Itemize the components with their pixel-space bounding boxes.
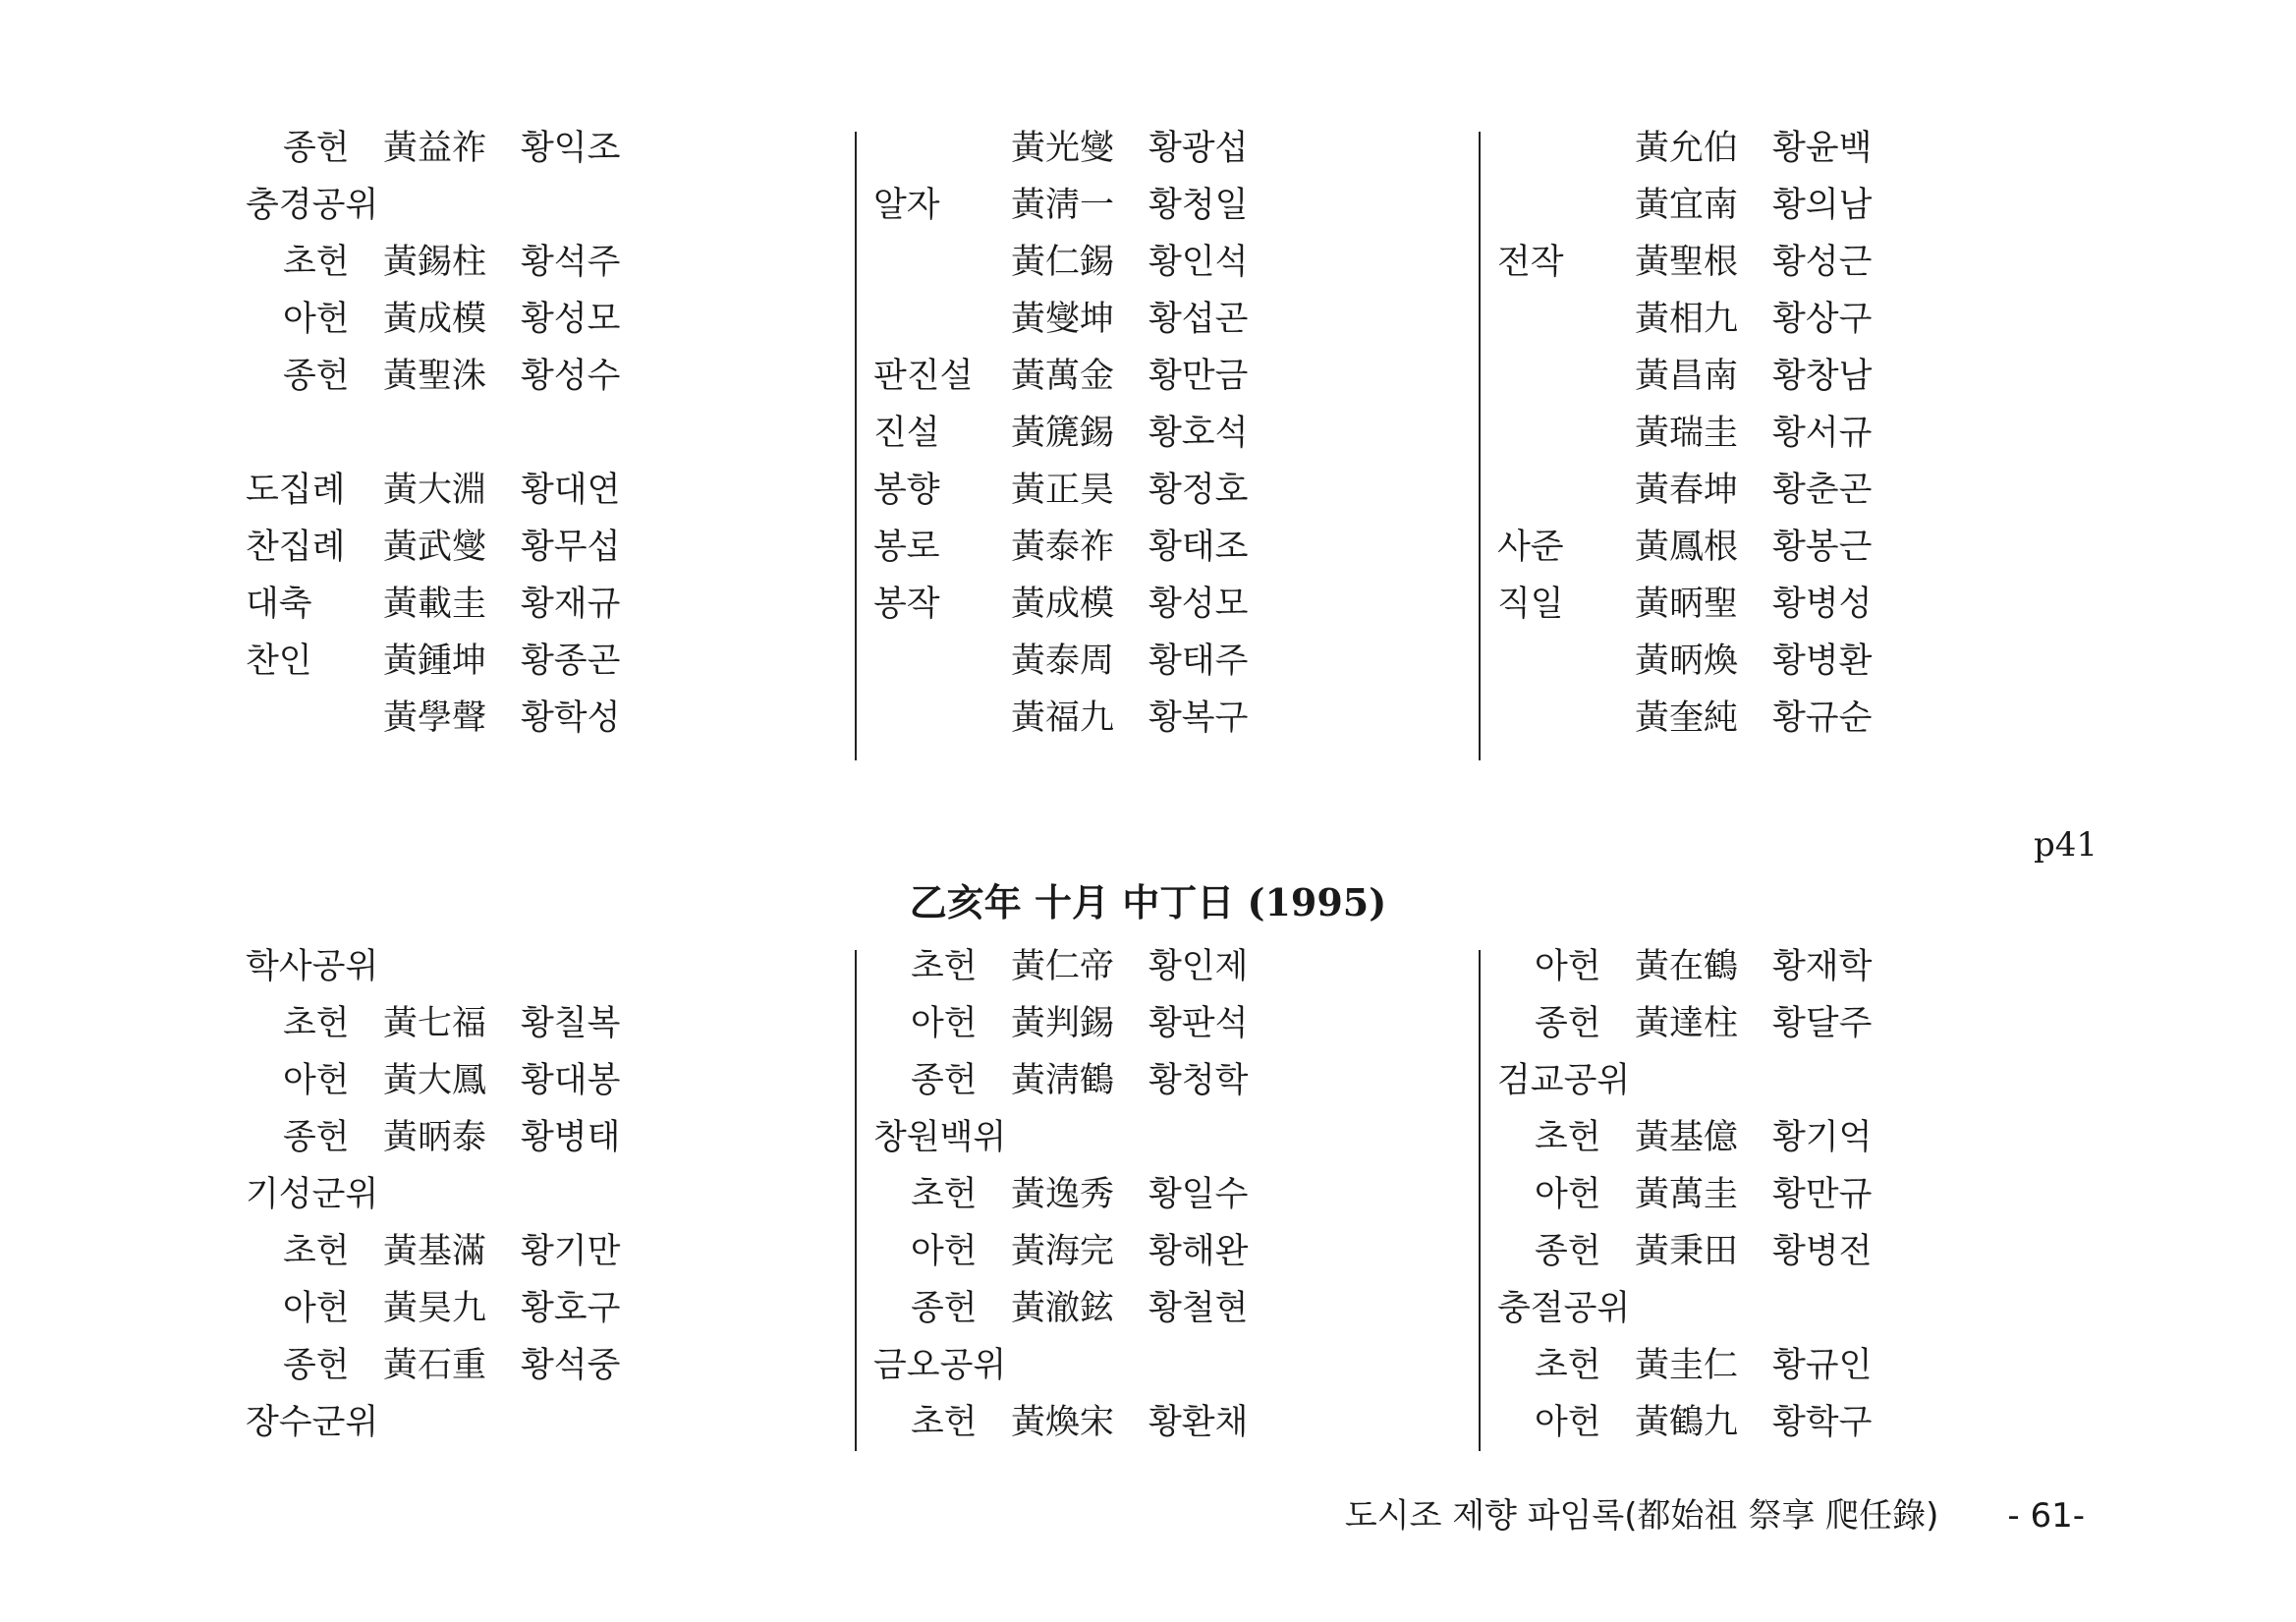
roster-entry <box>246 348 796 405</box>
korean-name: 황만규 <box>1772 1175 1873 1214</box>
role-label: 봉향 <box>873 471 940 510</box>
hanja-name: 黃昊九 <box>383 1289 487 1328</box>
hanja-name: 黃益祚 <box>383 129 487 168</box>
role-label: 종헌 <box>283 1118 350 1157</box>
column-divider <box>855 132 857 760</box>
roster-entry <box>873 995 1424 1052</box>
role-label: 초헌 <box>1535 1118 1601 1157</box>
hanja-name: 黃載圭 <box>383 585 487 624</box>
hanja-name: 黃判錫 <box>1011 1004 1115 1043</box>
section-title: 기성군위 <box>246 1175 379 1214</box>
korean-name: 황호구 <box>521 1289 621 1328</box>
hanja-name: 黃煥宋 <box>1011 1403 1115 1442</box>
korean-name: 황태주 <box>1148 642 1249 681</box>
roster-entry <box>1497 120 2047 177</box>
hanja-name: 黃萬圭 <box>1635 1175 1739 1214</box>
hanja-name: 黃昞泰 <box>383 1118 487 1157</box>
roster-entry <box>1497 633 2047 690</box>
section-title: 장수군위 <box>246 1403 379 1442</box>
column-divider <box>1479 950 1481 1451</box>
role-label: 초헌 <box>911 947 978 986</box>
bottom-column-3 <box>1497 938 2047 1451</box>
blank-row <box>246 405 796 462</box>
roster-entry <box>873 1280 1424 1337</box>
korean-name: 황재규 <box>521 585 621 624</box>
korean-name: 황성모 <box>521 300 621 339</box>
roster-entry <box>246 690 796 747</box>
roster-entry <box>873 1052 1424 1109</box>
role-label: 아헌 <box>911 1232 978 1271</box>
korean-name: 황윤백 <box>1772 129 1873 168</box>
korean-name: 황정호 <box>1148 471 1249 510</box>
korean-name: 황병전 <box>1772 1232 1873 1271</box>
roster-entry <box>246 1280 796 1337</box>
role-label: 종헌 <box>283 129 350 168</box>
column-divider <box>855 950 857 1451</box>
role-label: 초헌 <box>911 1403 978 1442</box>
role-label: 종헌 <box>911 1061 978 1100</box>
hanja-name: 黃基億 <box>1635 1118 1739 1157</box>
hanja-name: 黃圭仁 <box>1635 1346 1739 1385</box>
section-heading <box>1497 1052 2047 1109</box>
section-heading <box>873 1337 1424 1394</box>
bottom-column-2 <box>873 938 1424 1451</box>
roster-entry <box>246 633 796 690</box>
role-label: 사준 <box>1497 528 1564 567</box>
column-divider <box>1479 132 1481 760</box>
korean-name: 황청학 <box>1148 1061 1249 1100</box>
role-label: 대축 <box>246 585 312 624</box>
role-label: 종헌 <box>283 1346 350 1385</box>
korean-name: 황병성 <box>1772 585 1873 624</box>
role-label: 초헌 <box>283 1004 350 1043</box>
korean-name: 황대봉 <box>521 1061 621 1100</box>
ceremony-title: 乙亥年 十月 中丁日 (1995) <box>909 880 1387 924</box>
hanja-name: 黃昞煥 <box>1635 642 1739 681</box>
section-title: 학사공위 <box>246 947 379 986</box>
hanja-name: 黃大鳳 <box>383 1061 487 1100</box>
role-label: 봉로 <box>873 528 940 567</box>
hanja-name: 黃七福 <box>383 1004 487 1043</box>
roster-entry <box>873 576 1424 633</box>
korean-name: 황병태 <box>521 1118 621 1157</box>
korean-name: 황학성 <box>521 699 621 738</box>
hanja-name: 黃鳳根 <box>1635 528 1739 567</box>
hanja-name: 黃燮坤 <box>1011 300 1115 339</box>
korean-name: 황규순 <box>1772 699 1873 738</box>
page-number: - 61- <box>2007 1496 2085 1536</box>
roster-entry <box>246 462 796 519</box>
korean-name: 황판석 <box>1148 1004 1249 1043</box>
role-label: 진설 <box>873 414 940 453</box>
hanja-name: 黃聖洙 <box>383 357 487 396</box>
role-label: 종헌 <box>911 1289 978 1328</box>
roster-entry <box>873 690 1424 747</box>
korean-name: 황익조 <box>521 129 621 168</box>
roster-entry <box>246 234 796 291</box>
roster-entry <box>1497 291 2047 348</box>
roster-entry <box>1497 1166 2047 1223</box>
bottom-column-1 <box>246 938 796 1451</box>
role-label: 아헌 <box>1535 947 1601 986</box>
hanja-name: 黃福九 <box>1011 699 1115 738</box>
role-label: 초헌 <box>911 1175 978 1214</box>
korean-name: 황의남 <box>1772 186 1873 225</box>
role-label: 도집례 <box>246 471 346 510</box>
top-column-2 <box>873 120 1424 747</box>
roster-entry <box>1497 1394 2047 1451</box>
korean-name: 황섭곤 <box>1148 300 1249 339</box>
roster-entry <box>873 462 1424 519</box>
roster-entry <box>1497 995 2047 1052</box>
role-label: 아헌 <box>911 1004 978 1043</box>
hanja-name: 黃昞聖 <box>1635 585 1739 624</box>
section-title: 금오공위 <box>873 1346 1007 1385</box>
hanja-name: 黃仁帝 <box>1011 947 1115 986</box>
roster-entry <box>873 1394 1424 1451</box>
section-title: 충절공위 <box>1497 1289 1631 1328</box>
section-heading <box>873 1109 1424 1166</box>
korean-name: 황학구 <box>1772 1403 1873 1442</box>
section-heading <box>246 177 796 234</box>
role-label: 종헌 <box>283 357 350 396</box>
page-footer <box>1345 1488 2085 1537</box>
section-heading <box>246 1166 796 1223</box>
hanja-name: 黃秉田 <box>1635 1232 1739 1271</box>
hanja-name: 黃基滿 <box>383 1232 487 1271</box>
section-heading <box>246 938 796 995</box>
role-label: 찬집례 <box>246 528 346 567</box>
roster-entry <box>1497 1223 2047 1280</box>
roster-entry <box>873 1166 1424 1223</box>
hanja-name: 黃成模 <box>383 300 487 339</box>
korean-name: 황인석 <box>1148 243 1249 282</box>
korean-name: 황춘곤 <box>1772 471 1873 510</box>
korean-name: 황해완 <box>1148 1232 1249 1271</box>
roster-entry <box>1497 938 2047 995</box>
hanja-name: 黃錫柱 <box>383 243 487 282</box>
korean-name: 황일수 <box>1148 1175 1249 1214</box>
role-label: 초헌 <box>1535 1346 1601 1385</box>
korean-name: 황태조 <box>1148 528 1249 567</box>
role-label: 직일 <box>1497 585 1564 624</box>
korean-name: 황인제 <box>1148 947 1249 986</box>
korean-name: 황청일 <box>1148 186 1249 225</box>
role-label: 찬인 <box>246 642 312 681</box>
section-title: 검교공위 <box>1497 1061 1631 1100</box>
hanja-name: 黃允伯 <box>1635 129 1739 168</box>
korean-name: 황기만 <box>521 1232 621 1271</box>
roster-entry <box>873 519 1424 576</box>
roster-entry <box>1497 405 2047 462</box>
hanja-name: 黃海完 <box>1011 1232 1115 1271</box>
hanja-name: 黃瑞圭 <box>1635 414 1739 453</box>
korean-name: 황규인 <box>1772 1346 1873 1385</box>
korean-name: 황재학 <box>1772 947 1873 986</box>
role-label: 알자 <box>873 186 940 225</box>
hanja-name: 黃達柱 <box>1635 1004 1739 1043</box>
hanja-name: 黃在鶴 <box>1635 947 1739 986</box>
korean-name: 황철현 <box>1148 1289 1249 1328</box>
section-title: 창원백위 <box>873 1118 1007 1157</box>
hanja-name: 黃奎純 <box>1635 699 1739 738</box>
korean-name: 황성근 <box>1772 243 1873 282</box>
roster-entry <box>246 1223 796 1280</box>
korean-name: 황성모 <box>1148 585 1249 624</box>
role-label: 초헌 <box>283 1232 350 1271</box>
roster-entry <box>246 519 796 576</box>
roster-entry <box>873 405 1424 462</box>
role-label: 아헌 <box>1535 1403 1601 1442</box>
roster-entry <box>246 576 796 633</box>
roster-entry <box>1497 177 2047 234</box>
roster-entry <box>873 234 1424 291</box>
roster-entry <box>246 995 796 1052</box>
korean-name: 황서규 <box>1772 414 1873 453</box>
korean-name: 황봉근 <box>1772 528 1873 567</box>
role-label: 아헌 <box>283 300 350 339</box>
roster-entry <box>1497 576 2047 633</box>
hanja-name: 黃泰祚 <box>1011 528 1115 567</box>
hanja-name: 黃大淵 <box>383 471 487 510</box>
hanja-name: 黃相九 <box>1635 300 1739 339</box>
role-label: 종헌 <box>1535 1232 1601 1271</box>
korean-name: 황달주 <box>1772 1004 1873 1043</box>
hanja-name: 黃春坤 <box>1635 471 1739 510</box>
roster-entry <box>246 291 796 348</box>
role-label: 봉작 <box>873 585 940 624</box>
hanja-name: 黃篪錫 <box>1011 414 1115 453</box>
hanja-name: 黃泰周 <box>1011 642 1115 681</box>
roster-entry <box>873 291 1424 348</box>
korean-name: 황환채 <box>1148 1403 1249 1442</box>
roster-entry <box>873 1223 1424 1280</box>
roster-entry <box>1497 690 2047 747</box>
hanja-name: 黃光燮 <box>1011 129 1115 168</box>
korean-name: 황창남 <box>1772 357 1873 396</box>
hanja-name: 黃成模 <box>1011 585 1115 624</box>
hanja-name: 黃正昊 <box>1011 471 1115 510</box>
section-heading <box>1497 1280 2047 1337</box>
korean-name: 황무섭 <box>521 528 621 567</box>
hanja-name: 黃淸鶴 <box>1011 1061 1115 1100</box>
hanja-name: 黃學聲 <box>383 699 487 738</box>
hanja-name: 黃聖根 <box>1635 243 1739 282</box>
korean-name: 황칠복 <box>521 1004 621 1043</box>
korean-name: 황만금 <box>1148 357 1249 396</box>
role-label: 판진설 <box>873 357 974 396</box>
roster-entry <box>873 120 1424 177</box>
section-heading <box>246 1394 796 1451</box>
korean-name: 황상구 <box>1772 300 1873 339</box>
roster-entry <box>1497 462 2047 519</box>
roster-entry <box>1497 1337 2047 1394</box>
roster-entry <box>246 1109 796 1166</box>
korean-name: 황호석 <box>1148 414 1249 453</box>
roster-entry <box>873 348 1424 405</box>
roster-entry <box>1497 1109 2047 1166</box>
hanja-name: 黃鶴九 <box>1635 1403 1739 1442</box>
korean-name: 황기억 <box>1772 1118 1873 1157</box>
hanja-name: 黃仁錫 <box>1011 243 1115 282</box>
korean-name: 황광섭 <box>1148 129 1249 168</box>
roster-entry <box>873 177 1424 234</box>
hanja-name: 黃石重 <box>383 1346 487 1385</box>
roster-entry <box>246 120 796 177</box>
page-reference: p41 <box>2034 825 2099 865</box>
roster-entry <box>873 938 1424 995</box>
korean-name: 황석주 <box>521 243 621 282</box>
roster-entry <box>246 1052 796 1109</box>
role-label: 아헌 <box>1535 1175 1601 1214</box>
hanja-name: 黃逸秀 <box>1011 1175 1115 1214</box>
hanja-name: 黃武燮 <box>383 528 487 567</box>
role-label: 아헌 <box>283 1289 350 1328</box>
hanja-name: 黃宜南 <box>1635 186 1739 225</box>
role-label: 전작 <box>1497 243 1564 282</box>
roster-entry <box>1497 348 2047 405</box>
role-label: 종헌 <box>1535 1004 1601 1043</box>
korean-name: 황대연 <box>521 471 621 510</box>
korean-name: 황종곤 <box>521 642 621 681</box>
roster-entry <box>1497 519 2047 576</box>
roster-entry <box>873 633 1424 690</box>
korean-name: 황병환 <box>1772 642 1873 681</box>
footer-title: 도시조 제향 파임록(都始祖 祭享 爬任錄) <box>1344 1496 1939 1536</box>
role-label: 초헌 <box>283 243 350 282</box>
section-title: 충경공위 <box>246 186 379 225</box>
hanja-name: 黃鍾坤 <box>383 642 487 681</box>
top-column-3 <box>1497 120 2047 747</box>
hanja-name: 黃澈鉉 <box>1011 1289 1115 1328</box>
roster-entry <box>1497 234 2047 291</box>
role-label: 아헌 <box>283 1061 350 1100</box>
korean-name: 황석중 <box>521 1346 621 1385</box>
hanja-name: 黃淸一 <box>1011 186 1115 225</box>
hanja-name: 黃萬金 <box>1011 357 1115 396</box>
korean-name: 황성수 <box>521 357 621 396</box>
roster-entry <box>246 1337 796 1394</box>
top-column-1 <box>246 120 796 747</box>
korean-name: 황복구 <box>1148 699 1249 738</box>
hanja-name: 黃昌南 <box>1635 357 1739 396</box>
